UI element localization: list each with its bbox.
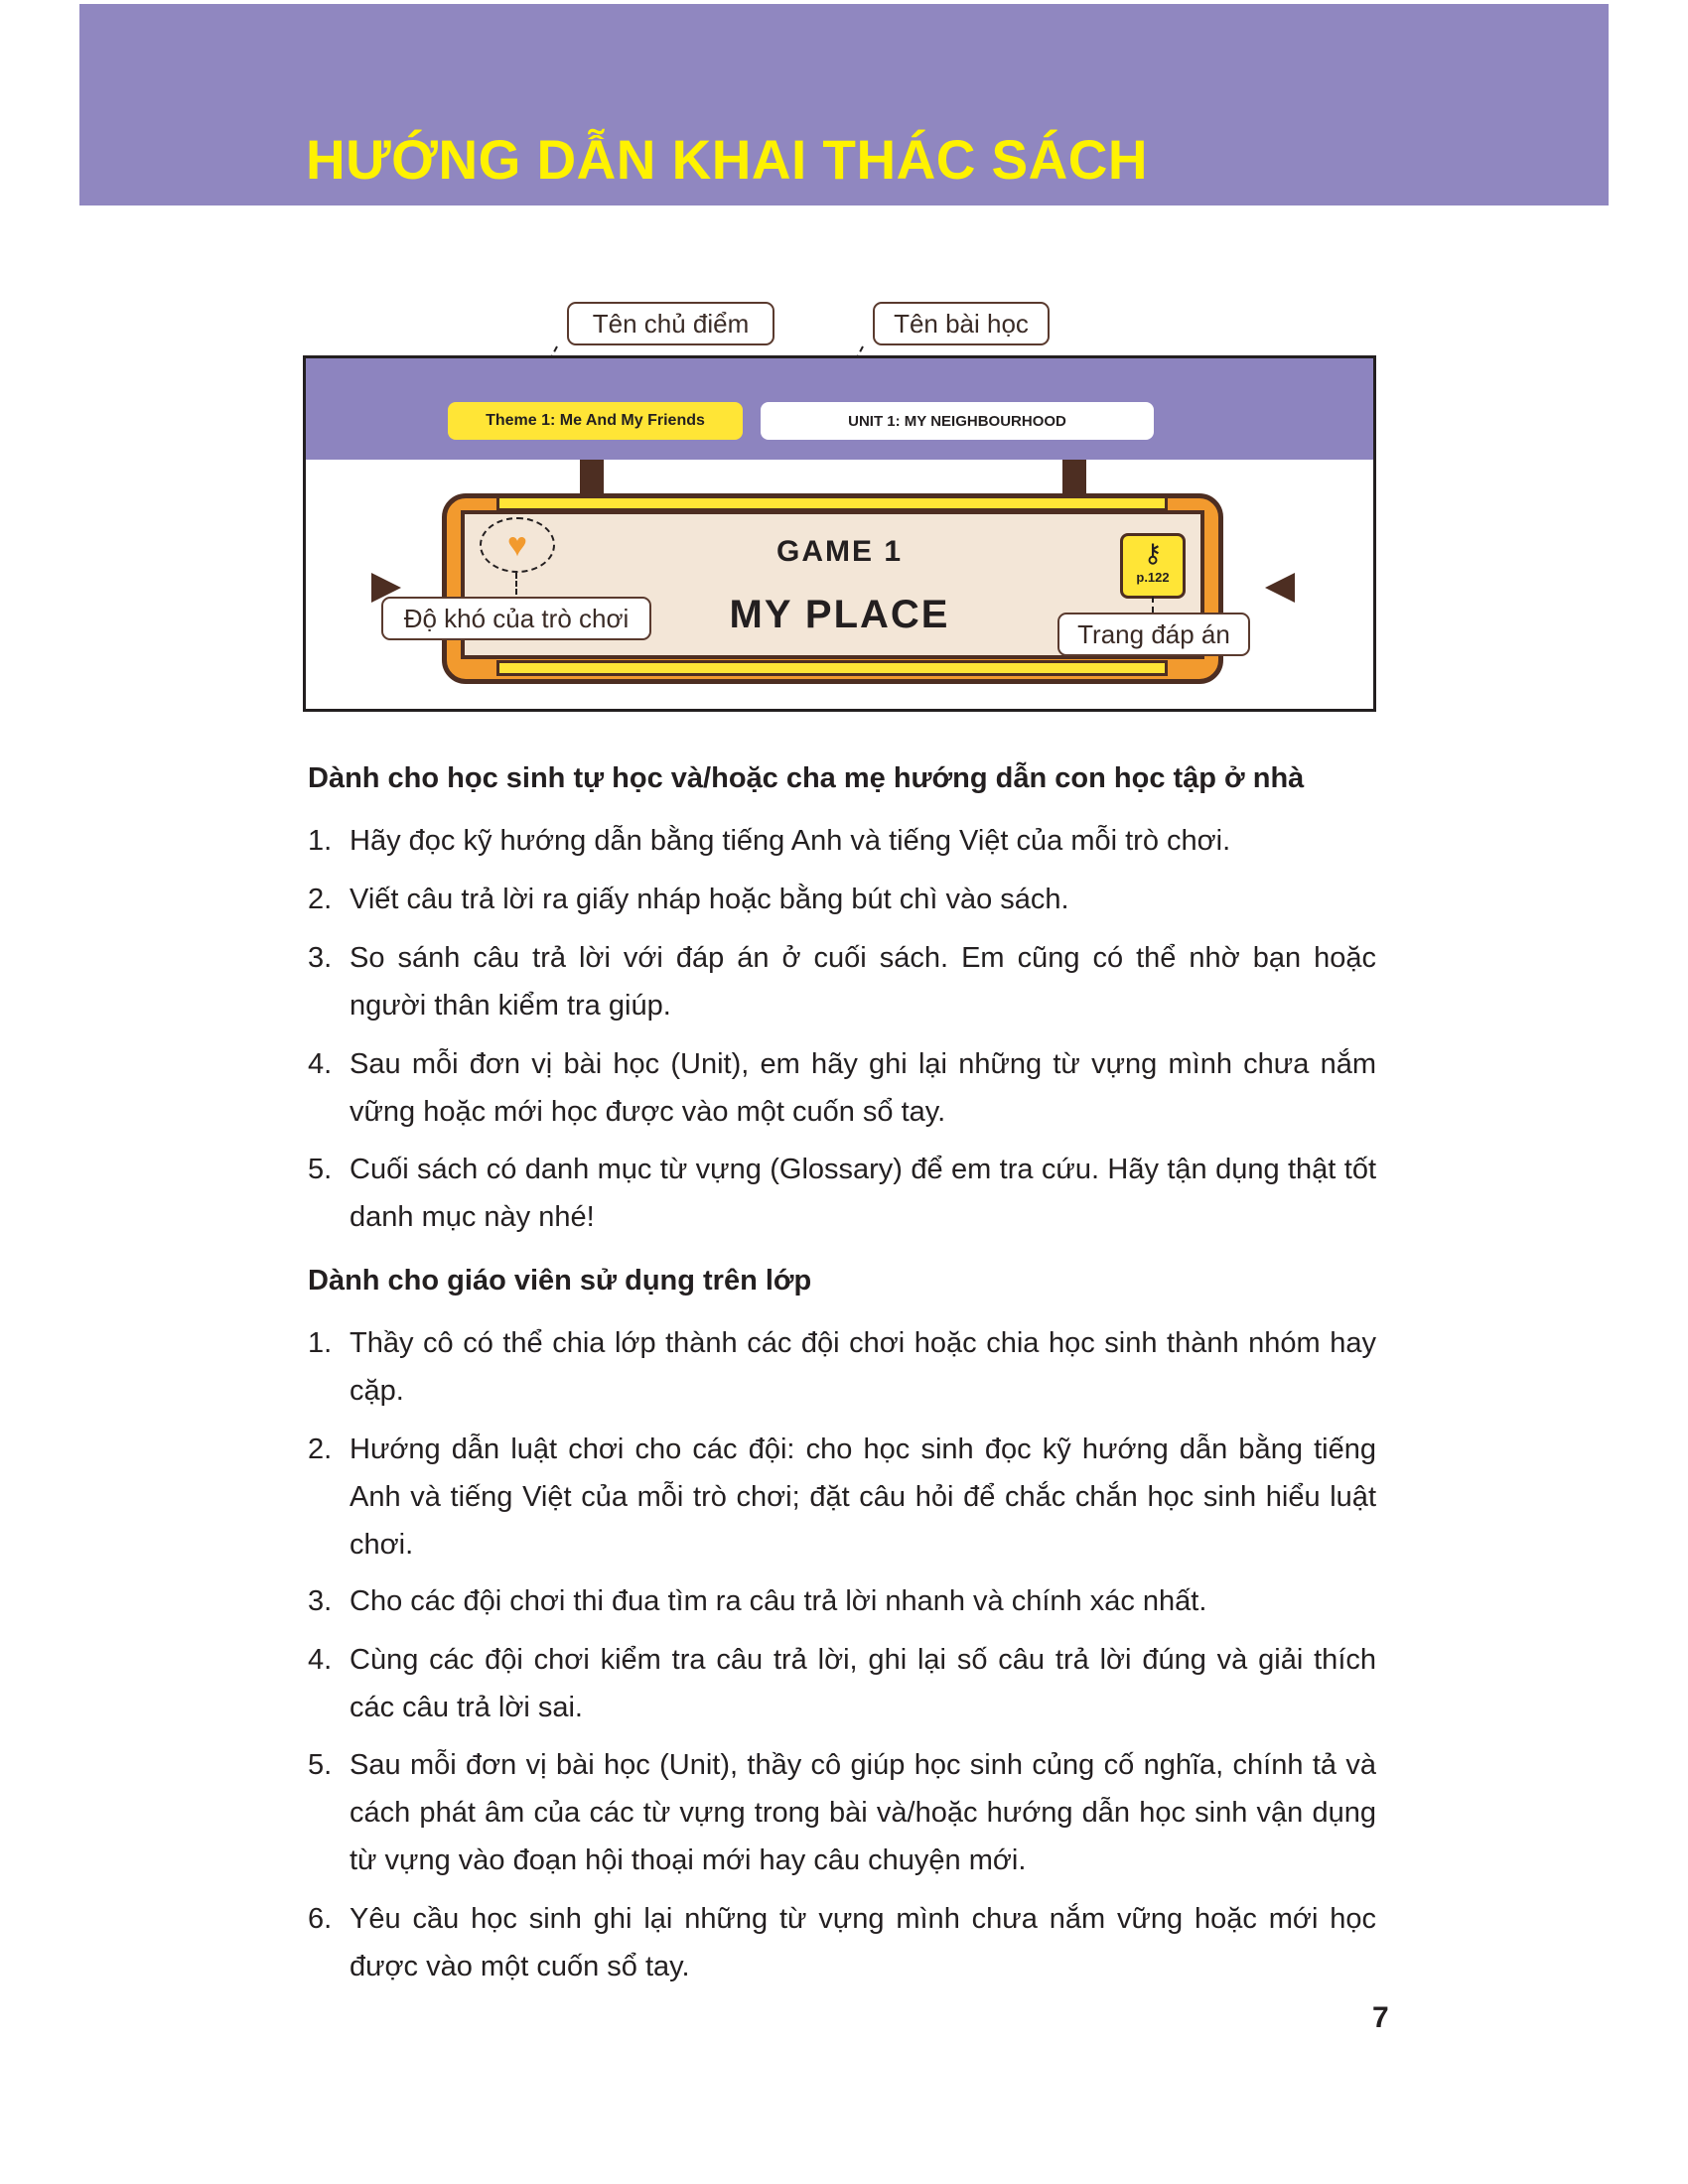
item-number: 6. — [308, 1903, 333, 1935]
answer-page: p.122 — [1136, 570, 1170, 585]
item-text: Sau mỗi đơn vị bài học (Unit), thầy cô giúp học sinh củng cố nghĩa, chính tả và cách phát âm của các từ vựng trong bài và/hoặc hướng dẫn học sinh vận dụng từ vựng vào đoạn hội thoại mới hay câu chuyện mới. — [350, 1749, 1376, 1876]
item-number: 5. — [308, 1749, 333, 1781]
answer-key-badge — [1120, 533, 1186, 599]
sign-rail-top — [496, 495, 1168, 511]
item-number: 3. — [308, 942, 333, 974]
item-number: 4. — [308, 1048, 333, 1080]
item-text: Cuối sách có danh mục từ vựng (Glossary) để em tra cứu. Hãy tận dụng thật tốt danh mục này nhé! — [350, 1154, 1376, 1233]
game-number: GAME 1 — [775, 535, 904, 568]
list-item — [308, 876, 1376, 923]
page-title: HƯỚNG DẪN KHAI THÁC SÁCH — [306, 128, 1149, 191]
key-icon: ⚷ — [1143, 538, 1163, 568]
item-number: 1. — [308, 825, 333, 857]
callout-leader-line — [1152, 597, 1154, 613]
item-text: Yêu cầu học sinh ghi lại những từ vựng mình chưa nắm vững hoặc mới học được vào một cuốn sổ tay. — [350, 1903, 1376, 1982]
item-text: Cùng các đội chơi kiểm tra câu trả lời, ghi lại số câu trả lời đúng và giải thích các câu trả lời sai. — [350, 1644, 1376, 1723]
callout-leader-line — [515, 573, 517, 595]
list-item — [308, 1040, 1376, 1136]
item-text: Hãy đọc kỹ hướng dẫn bằng tiếng Anh và tiếng Việt của mỗi trò chơi. — [350, 825, 1231, 857]
item-text: Cho các đội chơi thi đua tìm ra câu trả lời nhanh và chính xác nhất. — [350, 1585, 1207, 1617]
callout-difficulty: Độ khó của trò chơi — [381, 597, 651, 640]
list-item — [308, 817, 1376, 865]
item-number: 5. — [308, 1154, 333, 1185]
section-heading-teacher: Dành cho giáo viên sử dụng trên lớp — [308, 1265, 812, 1297]
item-number: 3. — [308, 1585, 333, 1617]
callout-theme: Tên chủ điểm — [567, 302, 774, 345]
sign-post — [1062, 460, 1086, 495]
list-item — [308, 1895, 1376, 1990]
item-text: Hướng dẫn luật chơi cho các đội: cho học sinh đọc kỹ hướng dẫn bằng tiếng Anh và tiếng Việt của mỗi trò chơi; đặt câu hỏi để chắc chắn học sinh hiểu luật chơi. — [350, 1433, 1376, 1561]
callout-answer-page: Trang đáp án — [1057, 613, 1250, 656]
list-item — [308, 1146, 1376, 1241]
item-number: 2. — [308, 884, 333, 915]
sign-post — [580, 460, 604, 495]
list-item — [308, 934, 1376, 1029]
game-title: MY PLACE — [729, 593, 950, 636]
item-text: Sau mỗi đơn vị bài học (Unit), em hãy ghi lại những từ vựng mình chưa nắm vững hoặc mới học được vào một cuốn sổ tay. — [350, 1048, 1376, 1128]
item-number: 4. — [308, 1644, 333, 1676]
list-item — [308, 1426, 1376, 1569]
list-item — [308, 1319, 1376, 1415]
item-number: 2. — [308, 1433, 333, 1465]
game-header-diagram — [303, 355, 1376, 712]
list-item — [308, 1741, 1376, 1884]
item-text: Viết câu trả lời ra giấy nháp hoặc bằng bút chì vào sách. — [350, 884, 1069, 915]
page-number: 7 — [1372, 2001, 1389, 2034]
list-item — [308, 1577, 1376, 1625]
item-number: 1. — [308, 1327, 333, 1359]
sign-rail-bottom — [496, 660, 1168, 676]
section-heading-home: Dành cho học sinh tự học và/hoặc cha mẹ hướng dẫn con học tập ở nhà — [308, 762, 1305, 794]
unit-pill: UNIT 1: MY NEIGHBOURHOOD — [761, 402, 1154, 440]
item-text: So sánh câu trả lời với đáp án ở cuối sách. Em cũng có thể nhờ bạn hoặc người thân kiểm tra giúp. — [350, 942, 1376, 1022]
heart-icon: ♥ — [480, 517, 555, 573]
item-text: Thầy cô có thể chia lớp thành các đội chơi hoặc chia học sinh thành nhóm hay cặp. — [350, 1327, 1376, 1407]
list-item — [308, 1636, 1376, 1731]
theme-pill: Theme 1: Me And My Friends — [448, 402, 743, 440]
callout-lesson: Tên bài học — [873, 302, 1050, 345]
